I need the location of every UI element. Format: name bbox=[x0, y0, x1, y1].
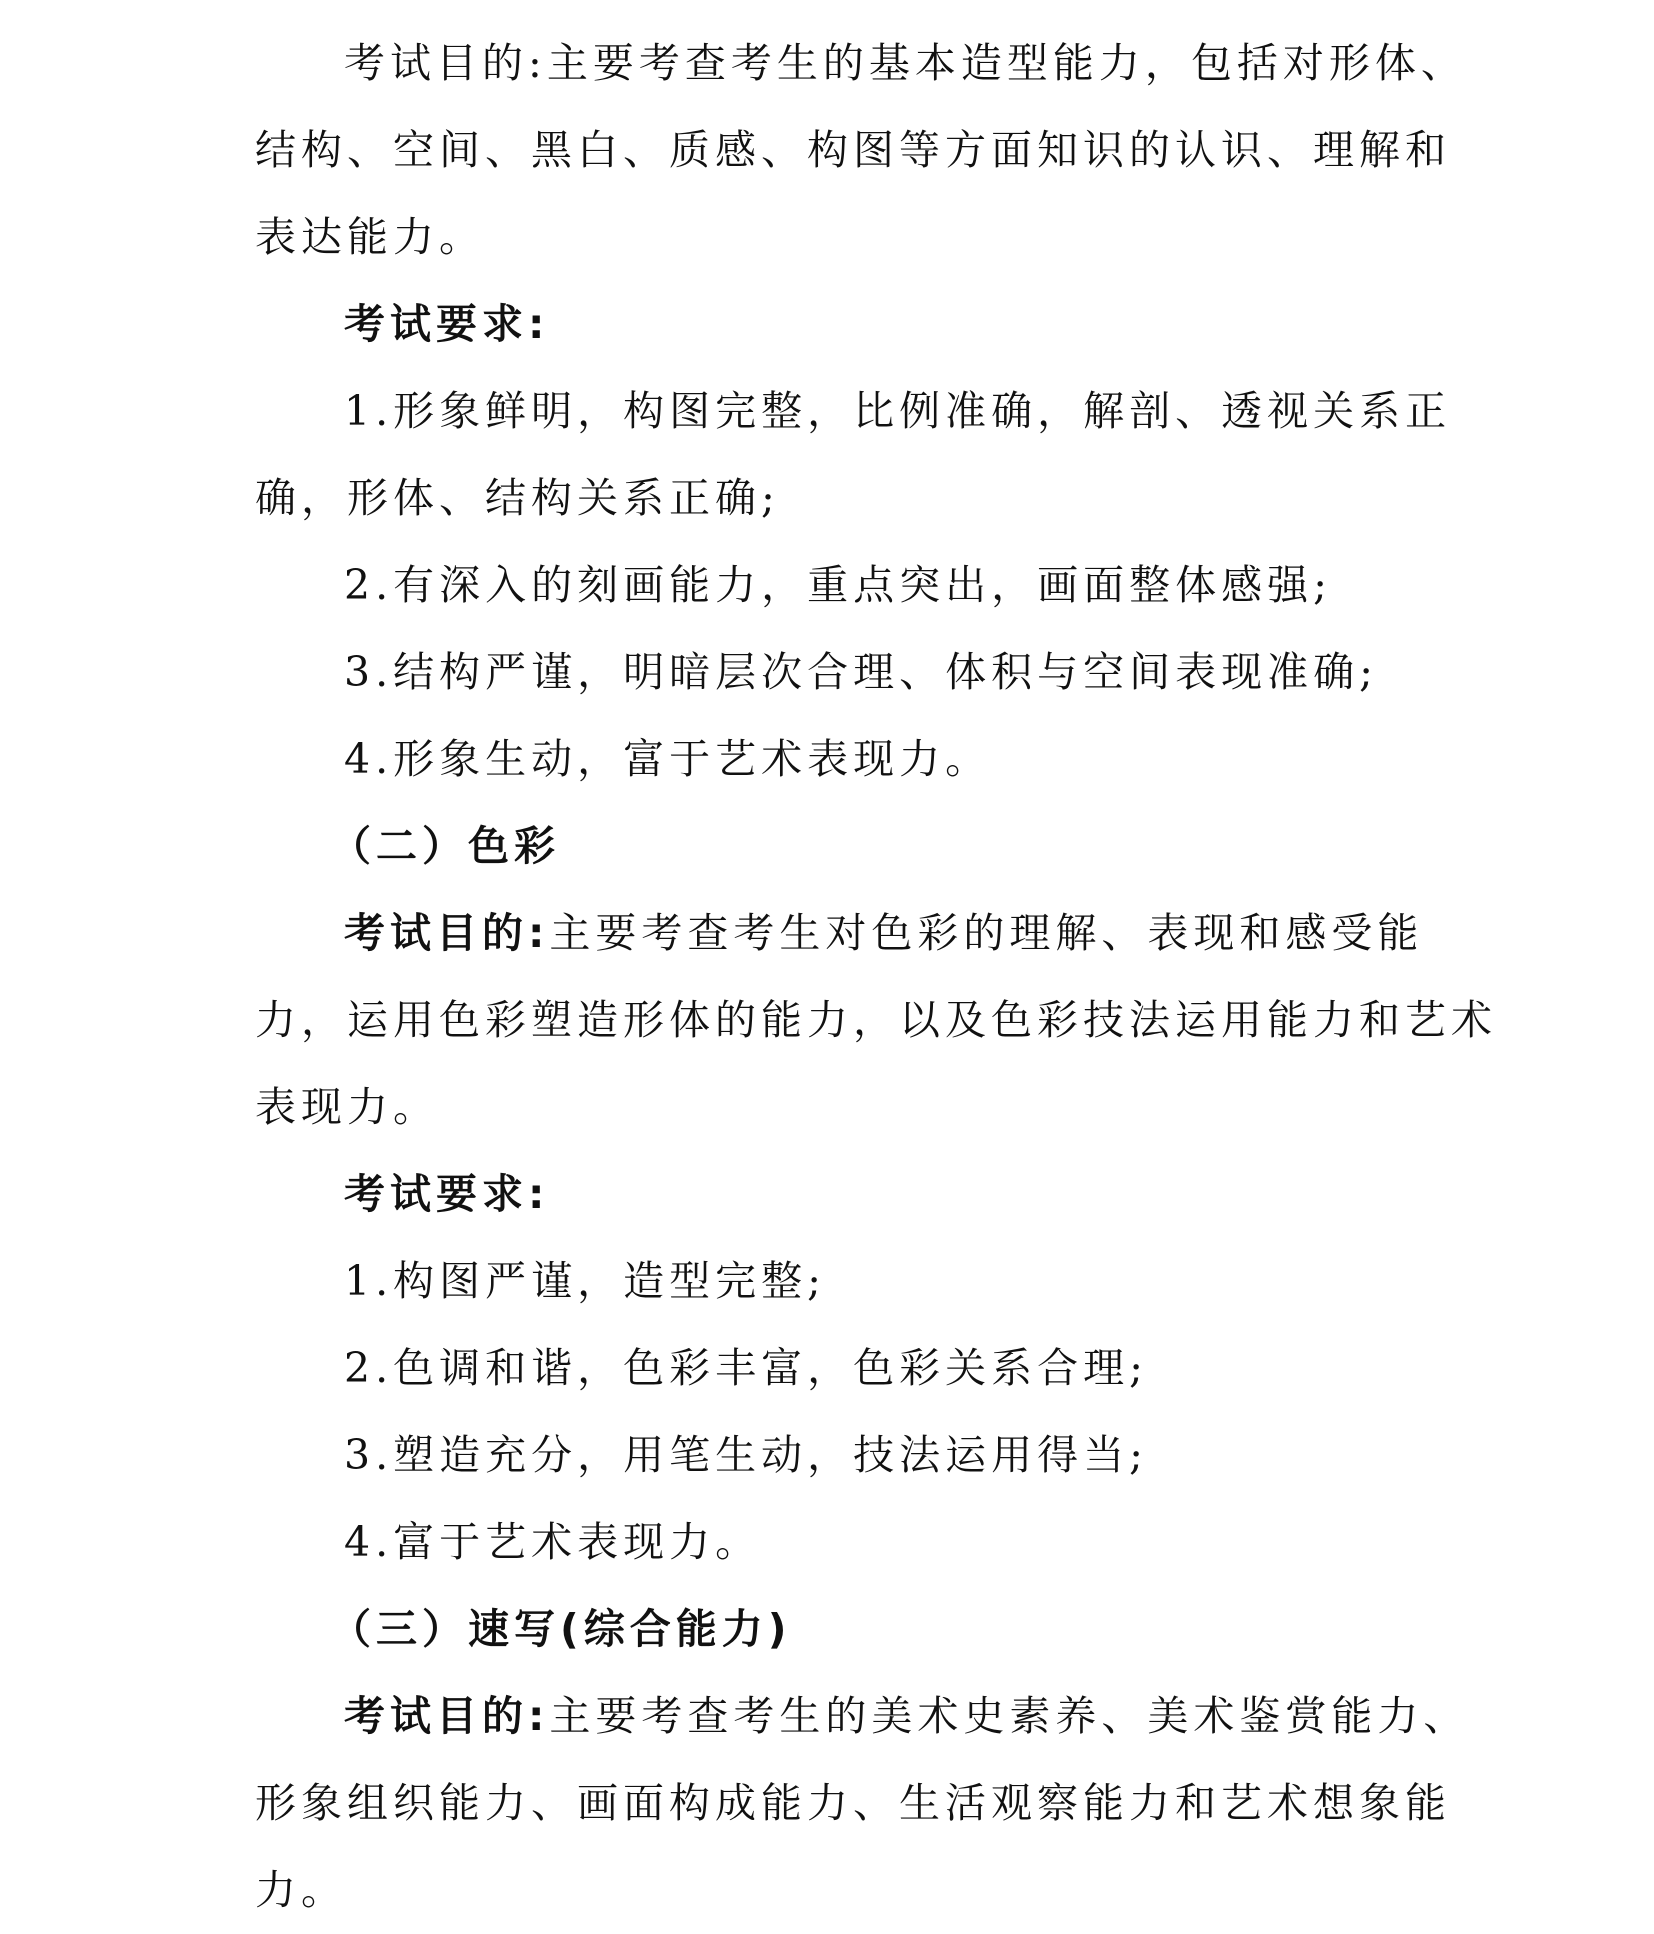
sketch-purpose-label: 考试目的: bbox=[344, 39, 547, 87]
quick-sketch-purpose-label: 考试目的: bbox=[344, 1692, 550, 1740]
quick-sketch-purpose-paragraph bbox=[255, 1673, 1470, 1934]
sketch-requirement-1-line-2: 确，形体、结构关系正确; bbox=[255, 474, 780, 522]
sketch-purpose-line-1 bbox=[255, 20, 1467, 107]
color-requirement-1: 1.构图严谨，造型完整; bbox=[344, 1257, 826, 1305]
sketch-requirement-1 bbox=[255, 368, 1452, 542]
quick-sketch-purpose-text-1: 主要考查考生的美术史素养、美术鉴赏能力、 bbox=[549, 1692, 1470, 1740]
color-requirement-3: 3.塑造充分，用笔生动，技法运用得当; bbox=[344, 1431, 1148, 1479]
sketch-purpose-line-3: 表达能力。 bbox=[255, 213, 485, 261]
quick-sketch-purpose-line-1 bbox=[255, 1673, 1470, 1760]
sketch-requirement-1-line-1: 1.形象鲜明，构图完整，比例准确，解剖、透视关系正 bbox=[344, 387, 1452, 435]
quick-sketch-section-heading: （三）速写(综合能力) bbox=[330, 1605, 792, 1653]
color-purpose-line-2: 力，运用色彩塑造形体的能力，以及色彩技法运用能力和艺术 bbox=[255, 996, 1497, 1044]
color-purpose-text-1: 主要考查考生对色彩的理解、表现和感受能 bbox=[549, 909, 1424, 957]
sketch-purpose-paragraph bbox=[255, 20, 1467, 281]
color-purpose-label: 考试目的: bbox=[344, 909, 550, 957]
color-section-heading: （二）色彩 bbox=[330, 822, 560, 870]
sketch-requirement-4: 4.形象生动，富于艺术表现力。 bbox=[344, 735, 992, 783]
sketch-requirement-2: 2.有深入的刻画能力，重点突出，画面整体感强; bbox=[344, 561, 1332, 609]
document-page bbox=[255, 20, 1497, 1934]
sketch-requirement-3: 3.结构严谨，明暗层次合理、体积与空间表现准确; bbox=[344, 648, 1378, 696]
color-purpose-line-1 bbox=[255, 890, 1424, 977]
quick-sketch-purpose-line-3: 力。 bbox=[255, 1866, 347, 1914]
sketch-purpose-line-2: 结构、空间、黑白、质感、构图等方面知识的认识、理解和 bbox=[255, 126, 1451, 174]
color-purpose-line-3: 表现力。 bbox=[255, 1083, 439, 1131]
quick-sketch-purpose-line-2: 形象组织能力、画面构成能力、生活观察能力和艺术想象能 bbox=[255, 1779, 1451, 1827]
color-requirements-label: 考试要求: bbox=[344, 1170, 550, 1218]
color-purpose-paragraph bbox=[255, 890, 1497, 1151]
sketch-purpose-text-1: 主要考查考生的基本造型能力，包括对形体、 bbox=[546, 39, 1467, 87]
color-requirement-4: 4.富于艺术表现力。 bbox=[344, 1518, 762, 1566]
color-requirement-2: 2.色调和谐，色彩丰富，色彩关系合理; bbox=[344, 1344, 1148, 1392]
sketch-requirements-label: 考试要求: bbox=[344, 300, 550, 348]
